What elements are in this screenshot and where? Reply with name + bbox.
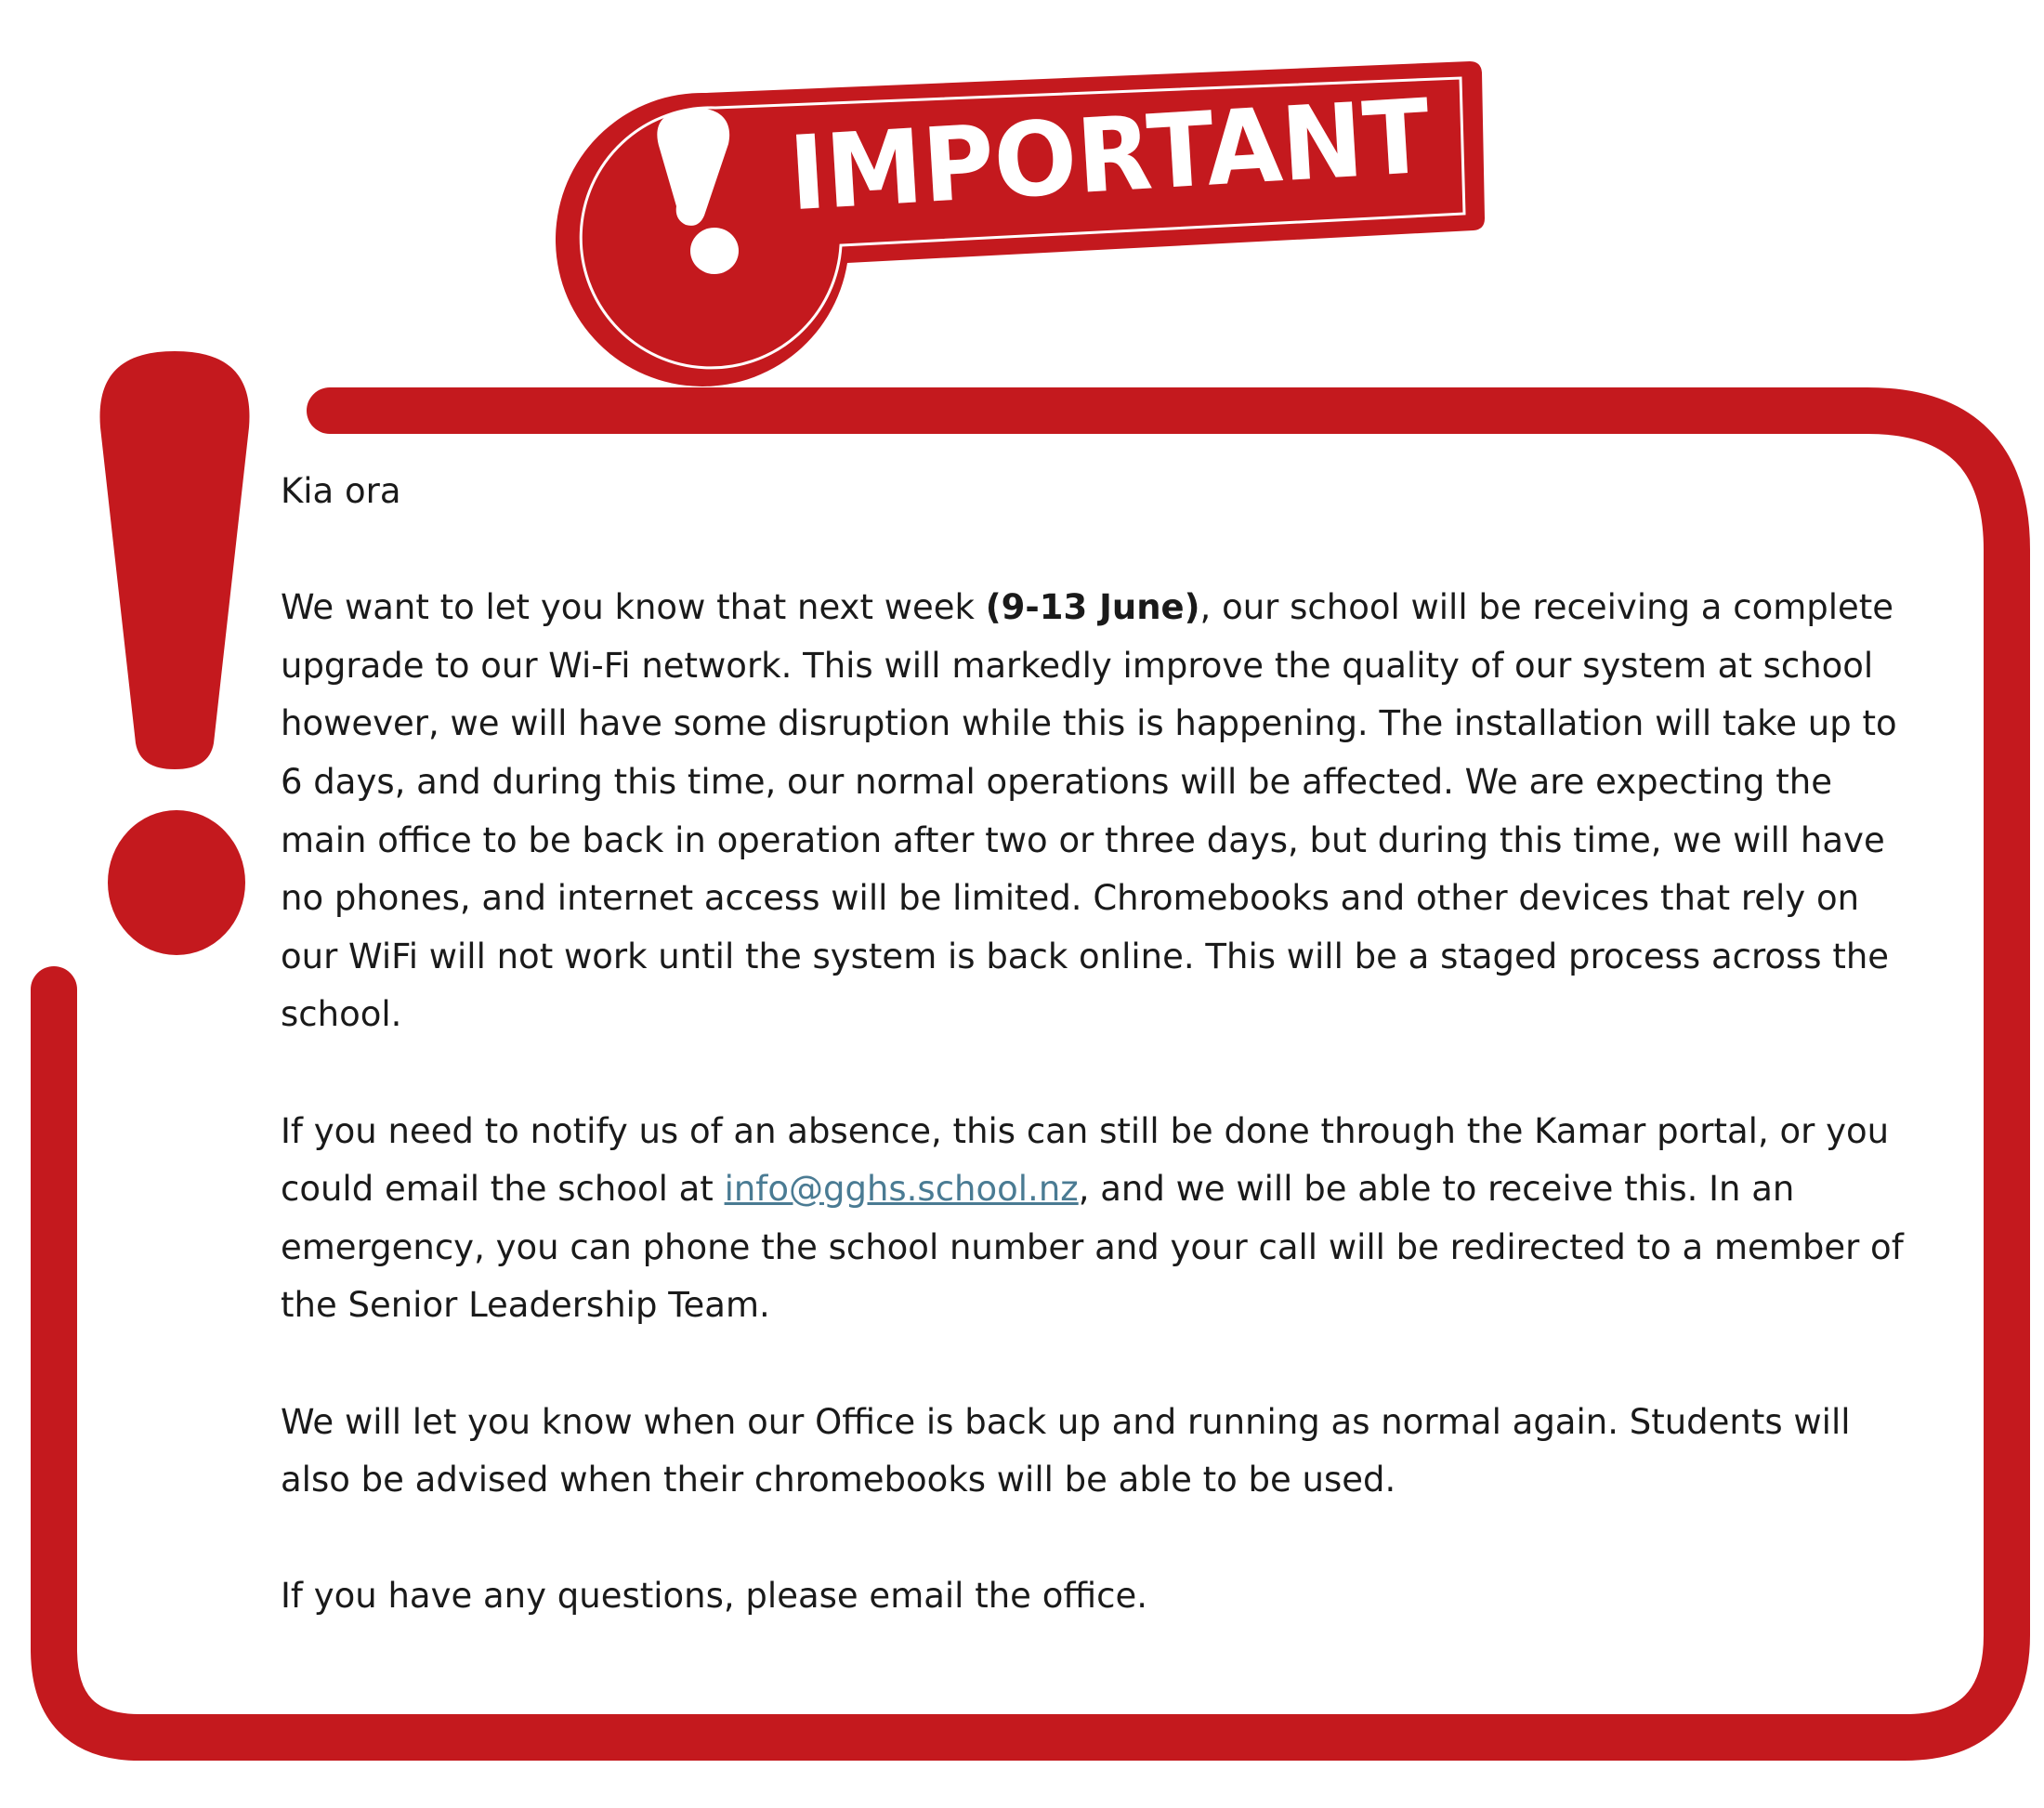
letter-body — [281, 463, 1906, 1626]
important-stamp — [556, 61, 1485, 386]
para2-text-end: , and we will be able to receive this. In an emergency, you can phone the school number and your call will be redirected to a member of the Senior Leadership Team. — [281, 1169, 1904, 1326]
para1-text-end: , our school will be receiving a complete upgrade to our Wi-Fi network. This will markedly improve the quality of our system at school however, we will have some disruption while this is happening. The installation will take up to 6 days, and during this time, our normal operations will be affected. We are expecting the main office to be back in operation after two or three days, but during this time, we will have no phones, and internet access will be limited. Chromebooks and other devices that rely on our WiFi will not work until the system is back online. This will be a staged process across the school. — [281, 587, 1897, 1035]
exclamation-icon — [100, 351, 250, 955]
paragraph-wifi-upgrade — [281, 579, 1906, 1044]
paragraph-absence — [281, 1103, 1906, 1335]
paragraph-questions: If you have any questions, please email the office. — [281, 1576, 1147, 1617]
para1-text-start: We want to let you know that next week — [281, 587, 986, 628]
stamp-label: IMPORTANT — [786, 74, 1464, 234]
email-link[interactable]: info@gghs.school.nz — [724, 1169, 1079, 1210]
paragraph-office-update: We will let you know when our Office is back up and running as normal again. Students will also be advised when their chromebooks will be able to be used. — [281, 1401, 1851, 1500]
para2-text-start: If you need to notify us of an absence, this can still be done through the Kamar portal, or you could email the school at — [281, 1110, 1890, 1210]
upgrade-dates: (9-13 June) — [985, 587, 1200, 628]
greeting: Kia ora — [281, 471, 401, 511]
